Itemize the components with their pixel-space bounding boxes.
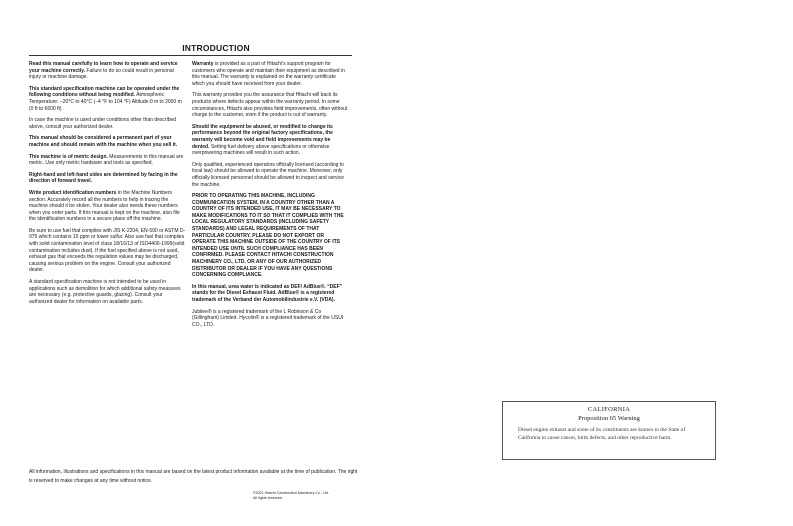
paragraph: In case the machine is used under conditions other than described above, consult your authorized dealer. [29,117,177,130]
paragraph: PRIOR TO OPERATING THIS MACHINE, INCLUDING COMMUNICATION SYSTEM, IN A COUNTRY OTHER THAN A COUNTRY OF ITS INTENDED USE, IT MAY BE NECESSARY TO MAKE MODIFICATIONS TO IT SO THAT IT COMPLIES WITH THE LOCAL REGULATORY STANDARDS (INCLUDING SAFETY STANDARDS) AND LEGAL REQUIREMENTS OF THAT PARTICULAR COUNTRY. PLEASE DO NOT EXPORT OR OPERATE THIS MACHINE OUTSIDE OF THE COUNTRY OF ITS INTENDED USE UNTIL SUCH COMPLIANCE HAS BEEN CONFIRMED. PLEASE CONTACT HITACHI CONSTRUCTION MACHINERY CO., LTD. OR ANY OF OUR AUTHORIZED DISTRIBUTOR OR DEALER IF YOU HAVE ANY QUESTIONS CONCERNING COMPLIANCE. [192,193,344,279]
warning-body: Diesel engine exhaust and some of its constituents are known to the State of California to cause cancer, birth defects, and other reproductive harm. [518,427,686,441]
copyright [253,491,363,501]
right-column [192,61,349,333]
paragraph: Write product identification numbers in the Machine Numbers section. Accurately record all the numbers to help in tracing the machine should it be stolen. Your dealer also needs these numbers when you order parts. If this manual is kept on the machine, also file the identification numbers in a secure place off the machine. [29,189,180,223]
page-title: INTRODUCTION [182,43,250,53]
copyright-line: All rights reserved. [253,495,283,500]
paragraph: Only qualified, experienced operators officially licensed (according to local law) should be allowed to operate the machine. Moreover, only officially licensed personnel should be allowed to inspect and service the machine. [192,161,344,188]
warning-subtitle: Proposition 65 Warning [578,415,640,422]
left-column [29,61,186,310]
paragraph: Jubilee® is a registered trademark of the L Robinson & Co (Gillingham) Limited. Hycolin® is a registered trademark of the USUI CO., LTD. [192,308,344,328]
prop65-warning-box [502,401,716,460]
warning-title: CALIFORNIA [587,406,631,413]
title-divider [29,55,352,56]
paragraph: This manual should be considered a permanent part of your machine and should remain with the machine when you sell it. [29,135,178,148]
paragraph: Read this manual carefully to learn how to operate and service your machine correctly. Failure to do so could result in personal injury or machine damage. [29,61,178,81]
paragraph: Should the equipment be abused, or modified to change its performance beyond the original factory specifications, the warranty will become void and field improvements may be denied. Setting fuel delivery above specifications or otherwise overpowering machines will result in such action. [192,123,333,157]
paragraph: This standard specification machine can be operated under the following conditions without being modified. Atmospheric Temperature: −20°C to 40°C (−4 °F to 104 °F) Altitude:0 m to 2000 m (0 ft to 6600 ft) [29,85,182,112]
paragraph: Warranty is provided as a part of Hitachi's support program for customers who operate and maintain their equipment as described in this manual. The warranty is explained on the warranty certificate which you should have received from your dealer. [192,61,345,87]
footer-note: All information, illustrations and specifications in this manual are based on the latest product information available at the time of publication. The right is reserved to make changes at any time without notice. [29,469,358,484]
paragraph: Be sure to use fuel that complies with JIS K-2204, EN-590 or ASTM D-975 which contains 15 ppm or lower sulfur. Also use fuel that complies with solid contamination level of class 18/16/13 of ISO4406-1999(solid contamination includes dust). If the fuel specified above is not used, exhaust gas that exceeds the regulation values may be discharged, causing serious problem on the engine. Consult your authorized dealer. [29,227,186,274]
paragraph: This warranty provides you the assurance that Hitachi will back its products where defects appear within the warranty period. In some circumstances, Hitachi also provides field improvements, often without charge to the customer, even if the product is out of warranty. [192,92,348,119]
paragraph: A standard specification machine is not intended to be used in applications such as demolition for which additional safety measures are necessary (e.g. protective guards, glazing). Consult your authorized dealer for information on available parts. [29,279,181,305]
copyright-line: ©2021 Hitachi Construction Machinery Co., Ltd. [253,491,329,495]
paragraph: Right-hand and left-hand sides are determined by facing in the direction of forward travel. [29,171,178,185]
paragraph: In this manual, urea water is indicated as DEF/ AdBlue®. “DEF” stands for the Diesel Exhaust Fluid. AdBlue® is a registered trademark of the Verband der Automobilindustrie e.V. (VDA). [192,283,343,303]
paragraph: This machine is of metric design. Measurements in this manual are metric. Use only metric hardware and tools as specified. [29,153,184,167]
